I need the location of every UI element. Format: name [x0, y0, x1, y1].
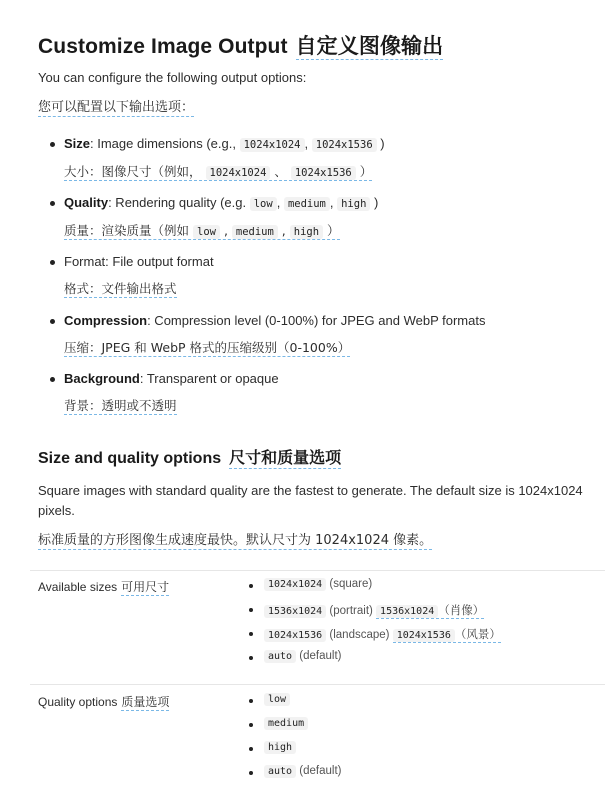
size-item [264, 650, 341, 662]
option-compression-zh: 压缩：JPEG 和 WebP 格式的压缩级别（0-100%） [64, 340, 351, 355]
option-format-zh: 格式：文件输出格式 [64, 281, 177, 296]
size-note-zh: （风景） [454, 629, 501, 641]
page-title [38, 30, 443, 60]
row-label-sizes [38, 578, 169, 595]
list-bullet [249, 771, 253, 775]
row-label-zh: 质量选项 [121, 695, 170, 709]
code-chip: 1536x1024 [264, 605, 326, 618]
quality-item [264, 765, 341, 777]
quality-item [264, 717, 308, 729]
option-background-zh: 背景：透明或不透明 [64, 398, 177, 413]
code-chip: 1024x1536 [264, 629, 326, 642]
row-label-en: Available sizes [38, 580, 118, 594]
option-format-en: Format: File output format [64, 254, 214, 269]
code-chip: auto [264, 650, 296, 663]
code-chip: medium [264, 717, 308, 730]
option-text: : Transparent or opaque [139, 371, 279, 386]
code-chip: low [193, 225, 220, 239]
list-bullet [249, 656, 253, 660]
list-bullet [249, 747, 253, 751]
option-compression-en [64, 313, 485, 328]
code-chip: 1024x1536 [312, 138, 377, 152]
list-bullet [249, 723, 253, 727]
quality-item [264, 741, 296, 753]
title-en: Customize Image Output [38, 35, 288, 58]
intro-en: You can configure the following output options: [38, 70, 307, 85]
section-heading [38, 445, 341, 468]
quality-item [264, 693, 290, 705]
code-chip: 1024x1024 [206, 166, 271, 180]
option-quality-zh: 质量：渲染质量（例如 low , medium , high ） [64, 223, 340, 238]
option-text: : Image dimensions (e.g., [90, 136, 236, 151]
list-bullet [249, 632, 253, 636]
code-chip: 1024x1024 [264, 578, 326, 591]
code-chip: low [250, 197, 277, 211]
list-bullet [249, 608, 253, 612]
section-heading-zh: 尺寸和质量选项 [229, 448, 342, 467]
size-note: (default) [299, 650, 342, 662]
option-background-en [64, 371, 279, 386]
option-text: : Rendering quality (e.g. [108, 195, 247, 210]
option-label: Size [64, 136, 91, 151]
size-note: (portrait) [329, 605, 373, 617]
code-chip: 1536x1024 [376, 605, 438, 618]
bullet [50, 319, 55, 324]
size-item [264, 626, 501, 642]
section-para-en-line1: Square images with standard quality are the fastest to generate. The default size is 1024x1024 [38, 483, 583, 498]
code-chip: 1024x1536 [291, 166, 356, 180]
bullet [50, 377, 55, 382]
code-chip: 1024x1024 [240, 138, 305, 152]
table-divider [30, 570, 605, 571]
table-divider [30, 684, 605, 685]
option-label: Background [64, 371, 140, 386]
title-zh: 自定义图像输出 [295, 34, 444, 58]
row-label-quality [38, 693, 169, 710]
code-chip: medium [284, 197, 330, 211]
bullet [50, 260, 55, 265]
list-bullet [249, 699, 253, 703]
code-chip: medium [232, 225, 278, 239]
size-note-zh: （肖像） [438, 605, 485, 617]
row-label-zh: 可用尺寸 [121, 580, 170, 594]
quality-note: (default) [299, 765, 342, 777]
option-zh-text: 质量：渲染质量（例如 [64, 223, 190, 238]
size-item [264, 578, 372, 590]
bullet [50, 142, 55, 147]
code-chip: high [264, 741, 296, 754]
option-label: Quality [64, 195, 109, 210]
option-text: : Compression level (0-100%) for JPEG and WebP formats [147, 313, 486, 328]
option-size-zh: 大小：图像尺寸（例如， 1024x1024 、 1024x1536 ） [64, 164, 373, 179]
list-bullet [249, 584, 253, 588]
row-label-en: Quality options [38, 695, 118, 709]
option-size-en: Size: Image dimensions (e.g., 1024x1024 , 1024x1536 ) [64, 136, 385, 151]
option-quality-en: Quality: Rendering quality (e.g. low , medium , high ) [64, 195, 379, 210]
code-chip: high [290, 225, 323, 239]
code-chip: low [264, 693, 290, 706]
section-para-en-line2: pixels. [38, 503, 75, 518]
bullet [50, 201, 55, 206]
size-note: (square) [329, 578, 373, 590]
size-item [264, 602, 484, 618]
option-zh-text: 大小：图像尺寸（例如， [64, 164, 202, 179]
code-chip: 1024x1536 [393, 629, 455, 642]
code-chip: auto [264, 765, 296, 778]
option-label: Compression [64, 313, 148, 328]
code-chip: high [337, 197, 370, 211]
size-note: (landscape) [329, 629, 390, 641]
intro-zh: 您可以配置以下输出选项： [38, 100, 195, 115]
section-heading-en: Size and quality options [38, 450, 222, 467]
section-para-zh: 标准质量的方形图像生成速度最快。默认尺寸为 1024x1024 像素。 [38, 533, 433, 548]
